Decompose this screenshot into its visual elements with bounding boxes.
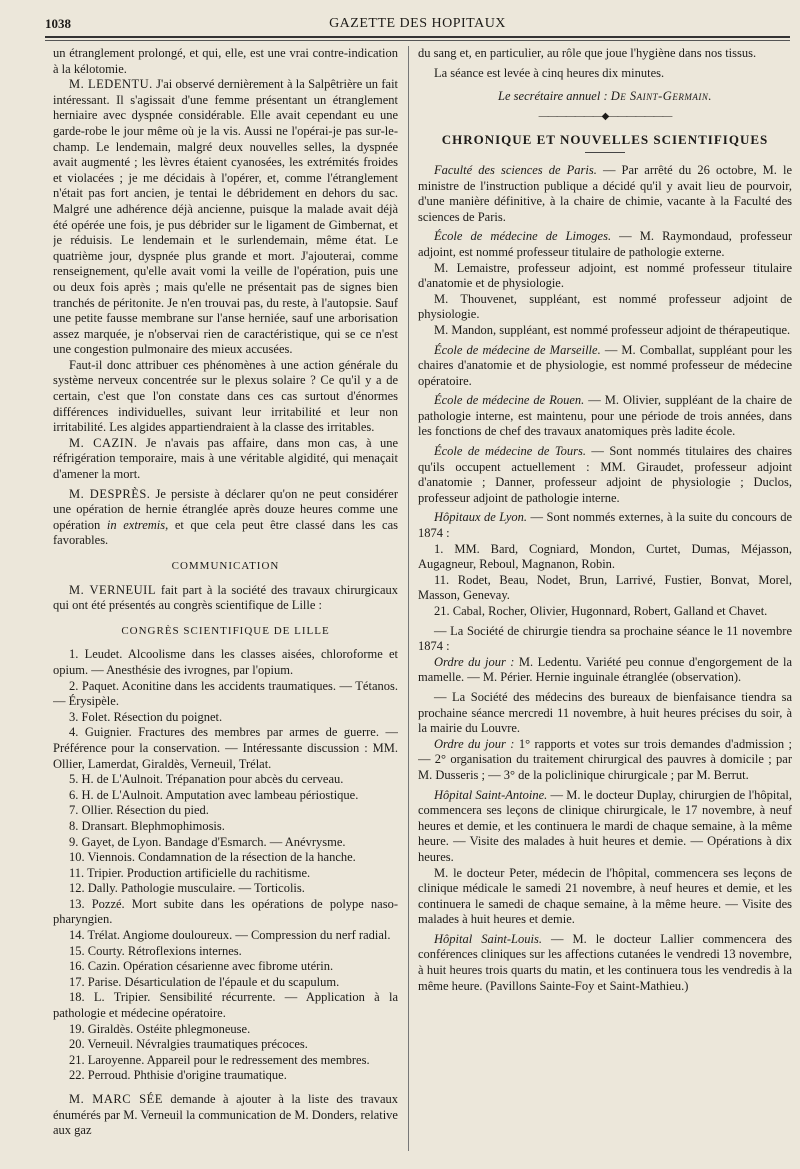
- list-item: 19. Giraldès. Ostéite phlegmoneuse.: [69, 1021, 251, 1036]
- speaker: M. CAZIN.: [69, 435, 138, 450]
- news-text: — M. Raymondaud, professeur adjoint, est nommé professeur titulaire de pathologie externe.: [418, 229, 792, 259]
- list-item: 6. H. de L'Aulnoit. Amputation avec lambeau périostique.: [69, 787, 359, 802]
- paragraph: [53, 487, 398, 549]
- news-item: [418, 163, 792, 225]
- news-lead: École de médecine de Rouen.: [434, 393, 585, 408]
- speaker: M. LEDENTU.: [69, 77, 153, 92]
- news-item: [418, 932, 792, 994]
- speaker: M. VERNEUIL: [69, 582, 156, 597]
- news-text: — Sont nommés titulaires des chaires qu'ils occupent actuellement : MM. Giraudet, professeur adjoint d'anatomie ; Danner, professeur adjoint de physiologie ; Duclos, professeur adjoint de pathologie interne.: [418, 444, 792, 505]
- heading-rule: [585, 152, 625, 153]
- news-item: [418, 393, 792, 440]
- speaker: M. MARC SÉE: [69, 1092, 163, 1106]
- externes-list: [418, 542, 792, 620]
- paragraph-text: demande à ajouter à la liste des travaux énumérés par M. Verneuil la communication de M. Donders, relative aux gaz: [53, 1092, 398, 1138]
- list-item: 21. Cabal, Rocher, Olivier, Hugonnard, Robert, Galland et Chavet.: [434, 604, 768, 618]
- news-item: M. le docteur Peter, médecin de l'hôpital, commencera ses leçons de clinique médicale le samedi 21 novembre, à neuf heures et demie, et les continuera le samedi de chaque semaine, à la même heure. — Visite des malades à huit heures et demie.: [418, 865, 792, 927]
- journal-title: GAZETTE DES HOPITAUX: [329, 16, 506, 31]
- paragraph: [53, 77, 398, 358]
- list-item: 15. Courty. Rétroflexions internes.: [69, 943, 242, 958]
- column-divider: [408, 46, 409, 1151]
- signature-name: De Saint-Germain.: [610, 89, 712, 104]
- news-item: M. Thouvenet, suppléant, est nommé professeur adjoint de physiologie.: [418, 291, 792, 322]
- list-item: 8. Dransart. Blephmophimosis.: [69, 818, 225, 833]
- news-item: [418, 343, 792, 390]
- news-lead: Hôpital Saint-Louis.: [434, 931, 542, 946]
- list-item: 12. Dally. Pathologie musculaire. — Torticolis.: [69, 881, 305, 896]
- list-item: 9. Gayet, de Lyon. Bandage d'Esmarch. — Anévrysme.: [69, 834, 346, 849]
- list-item: 1. Leudet. Alcoolisme dans les classes aisées, chloroforme et opium. — Anesthésie des ivrognes, par l'opium.: [53, 647, 398, 677]
- list-item: 10. Viennois. Condamnation de la résection de la hanche.: [69, 850, 356, 865]
- paragraph: un étranglement prolongé, et qui, elle, est une vrai contre-indication à la kélotomie.: [53, 46, 398, 76]
- signature: [418, 89, 792, 105]
- paragraph-text: fait part à la société des travaux chirurgicaux qui ont été présentés au congrès scientifique de Lille :: [53, 582, 398, 613]
- paragraph-text: J'ai observé dernièrement à la Salpêtrière un fait intéressant. Il s'agissait d'une femme présentant un étranglement herniaire avec dyspnée considérable. Elle avait cependant eu une garde-robe le jour même où je la vis. Aussi ne l'opérai-je pas sur-le-champ. Le lendemain, malgré deux nouvelles selles, la dyspnée avait augmenté ; les lèvres étaient cyanosées, les extrémités froides et violacées ; je me décidais à l'opérer, et, comme l'étranglement n'était pas fort ancien, je tentai le débridement en dehors du sac. Malgré une adhérence déjà ancienne, puisque la malade avait déjà été opérée une fois, je pus débrider sur le ligament de Gimbernat, et je réduisis. Le lendemain et le surlendemain, même état. Le quatrième jour, dyspnée plus grande et mort. J'ajouterai, comme renseignement, qu'elle avait vomi la veille de l'opération, puis une ou deux fois après ; mais qu'elle ne présentait pas de signes bien tranchés de péritonite. Je n'en trouvai pas, du reste, à l'autopsie. Sauf une petite fausse membrane sur l'anse herniée, sauf une arborisation assez marquée, je n'observai rien de caractéristique, qui se ce n'est une congestion pulmonaire des mieux accusées.: [53, 77, 398, 357]
- news-text: — M. le docteur Lallier commencera des conférences cliniques sur les affections cutanées le vendredi 13 novembre, à huit heures trois quarts du matin, et les continuera tous les vendredis à la même heure. (Pavillons Sainte-Foy et Saint-Mathieu.): [418, 931, 792, 993]
- speaker: M. DESPRÈS.: [69, 486, 151, 501]
- page-number: 1038: [45, 16, 71, 31]
- news-item: M. Mandon, suppléant, est nommé professeur adjoint de thérapeutique.: [434, 322, 791, 337]
- list-item: 1. MM. Bard, Cogniard, Mondon, Curtet, Dumas, Méjasson, Augagneur, Reboul, Magnanon, Robin.: [418, 541, 792, 572]
- news-item: [418, 229, 792, 260]
- news-item: [418, 655, 792, 686]
- paragraph: [53, 436, 398, 483]
- news-item: — La Société de chirurgie tiendra sa prochaine séance le 11 novembre 1874 :: [418, 623, 792, 654]
- list-item: 20. Verneuil. Névralgies traumatiques précoces.: [69, 1037, 308, 1052]
- news-item: [418, 788, 792, 866]
- paragraph: [53, 1092, 398, 1139]
- news-text: 1° rapports et votes sur trois demandes d'admission ; — 2° organisation du traitement chirurgical des pauvres à domicile ; par M. Dusseris ; — 3° de la policlinique chirurgicale ; par M. Berrut.: [418, 736, 792, 782]
- news-text: — M. Comballat, suppléant pour les chaires d'anatomie et de physiologie, est nommé professeur de médecine opératoire.: [418, 342, 792, 388]
- news-text: M. Ledentu. Variété peu connue d'engorgement de la mamelle. — M. Périer. Hernie inguinale étranglée (observation).: [418, 654, 792, 685]
- news-text: — Sont nommés externes, à la suite du concours de 1874 :: [418, 510, 792, 541]
- paragraph-text: Je n'avais pas affaire, dans mon cas, à une réfrigération temporaire, mais à une véritable algidité, qui menaçait d'amener la mort.: [53, 435, 398, 482]
- list-item: 21. Laroyenne. Appareil pour le redressement des membres.: [69, 1052, 370, 1067]
- list-item: 2. Paquet. Aconitine dans les accidents traumatiques. — Tétanos. — Érysipèle.: [53, 678, 398, 709]
- news-text: — Par arrêté du 26 octobre, M. le ministre de l'instruction publique a décidé qu'il y avait lieu de pourvoir, d'une manière définitive, à la chaire de chimie, vacante à la Faculté des sciences de Paris.: [418, 162, 792, 224]
- section-heading-chronique: CHRONIQUE ET NOUVELLES SCIENTIFIQUES: [441, 132, 769, 148]
- news-text: — M. le docteur Duplay, chirurgien de l'hôpital, commencera ses leçons de clinique chirurgicale, le 17 novembre, à neuf heures et demie, et les continuera le mardi de chaque semaine, à la même heure. — Visite des malades à huit heures et demie. — Opérations à dix heures.: [418, 787, 792, 864]
- news-item: [418, 737, 792, 784]
- paragraph: Faut-il donc attribuer ces phénomènes à une action générale du système nerveux concentrée sur le plexus solaire ? Ce qu'il y a de certain, c'est que l'on constate dans ces cas surtout d'énormes différences individuelles, suivant leur irritabilité et leur non irritabilité. Les algides appartiendraient à la classe des irritables.: [53, 357, 398, 435]
- list-item: 17. Parise. Désarticulation de l'épaule et du scapulum.: [69, 974, 340, 989]
- news-lead: École de médecine de Tours.: [434, 444, 587, 459]
- paragraph-text: , et que cela peut être classé dans les cas favorables.: [53, 517, 398, 548]
- italic-phrase: in extremis: [106, 517, 166, 532]
- order-label: Ordre du jour :: [434, 736, 515, 751]
- list-item: 5. H. de L'Aulnoit. Trépanation pour abcès du cerveau.: [69, 772, 344, 787]
- list-item: 16. Cazin. Opération césarienne avec fibrome utérin.: [69, 959, 334, 974]
- paragraph: [53, 583, 398, 614]
- page-header: [45, 10, 790, 38]
- section-heading-communication: COMMUNICATION: [171, 560, 280, 572]
- list-item: 4. Guignier. Fractures des membres par armes de guerre. — Préférence pour la conservation. — Intéressante discussion : MM. Ollier, Lamerdat, Giraldès, Verneuil, Trélat.: [53, 725, 398, 771]
- list-item: 14. Trélat. Angiome douloureux. — Compression du nerf radial.: [69, 928, 391, 943]
- list-item: 13. Pozzé. Mort subite dans les opérations de polype naso-pharyngien.: [53, 896, 398, 927]
- news-item: M. Lemaistre, professeur adjoint, est nommé professeur titulaire d'anatomie et de physiologie.: [418, 260, 792, 291]
- list-item: 22. Perroud. Phthisie d'origine traumatique.: [69, 1068, 287, 1083]
- header-rule: [45, 40, 790, 41]
- list-item: 3. Folet. Résection du poignet.: [69, 709, 223, 724]
- news-text: — M. Olivier, suppléant de la chaire de pathologie interne, est maintenu, pour une période de trois années, dans les fonctions de chef des travaux anatomiques près ladite école.: [418, 393, 792, 439]
- right-column: [418, 46, 792, 1156]
- list-item: 11. Rodet, Beau, Nodet, Brun, Larrivé, Fustier, Bonvat, Morel, Masson, Genevay.: [418, 572, 792, 603]
- paragraph-text: Je persiste à déclarer qu'on ne peut considérer une opération de hernie étranglée après douze heures comme une opération: [53, 486, 398, 532]
- ornament-divider: ———————◆———————: [538, 110, 672, 122]
- news-item: [418, 510, 792, 541]
- section-heading-congress: CONGRÈS SCIENTIFIQUE DE LILLE: [121, 624, 330, 637]
- news-lead: Hôpitaux de Lyon.: [434, 510, 528, 525]
- news-lead: Faculté des sciences de Paris.: [434, 162, 597, 177]
- news-item: — La Société des médecins des bureaux de bienfaisance tiendra sa prochaine séance mercredi 11 novembre, à huit heures précises du soir, à la mairie du Louvre.: [418, 689, 792, 736]
- news-item: [418, 444, 792, 506]
- congress-list: [53, 647, 398, 1084]
- news-lead: École de médecine de Limoges.: [434, 229, 612, 244]
- order-label: Ordre du jour :: [434, 654, 515, 669]
- signature-label: Le secrétaire annuel :: [498, 89, 608, 104]
- left-column: [53, 46, 398, 1156]
- list-item: 11. Tripier. Production artificielle du rachitisme.: [69, 865, 311, 880]
- news-lead: École de médecine de Marseille.: [434, 342, 601, 357]
- paragraph: La séance est levée à cinq heures dix minutes.: [434, 65, 665, 80]
- list-item: 7. Ollier. Résection du pied.: [69, 803, 209, 818]
- list-item: 18. L. Tripier. Sensibilité récurrente. — Application à la pathologie et médecine opératoire.: [53, 990, 398, 1021]
- news-lead: Hôpital Saint-Antoine.: [434, 787, 548, 802]
- paragraph: du sang et, en particulier, au rôle que joue l'hygiène dans nos tissus.: [418, 46, 757, 60]
